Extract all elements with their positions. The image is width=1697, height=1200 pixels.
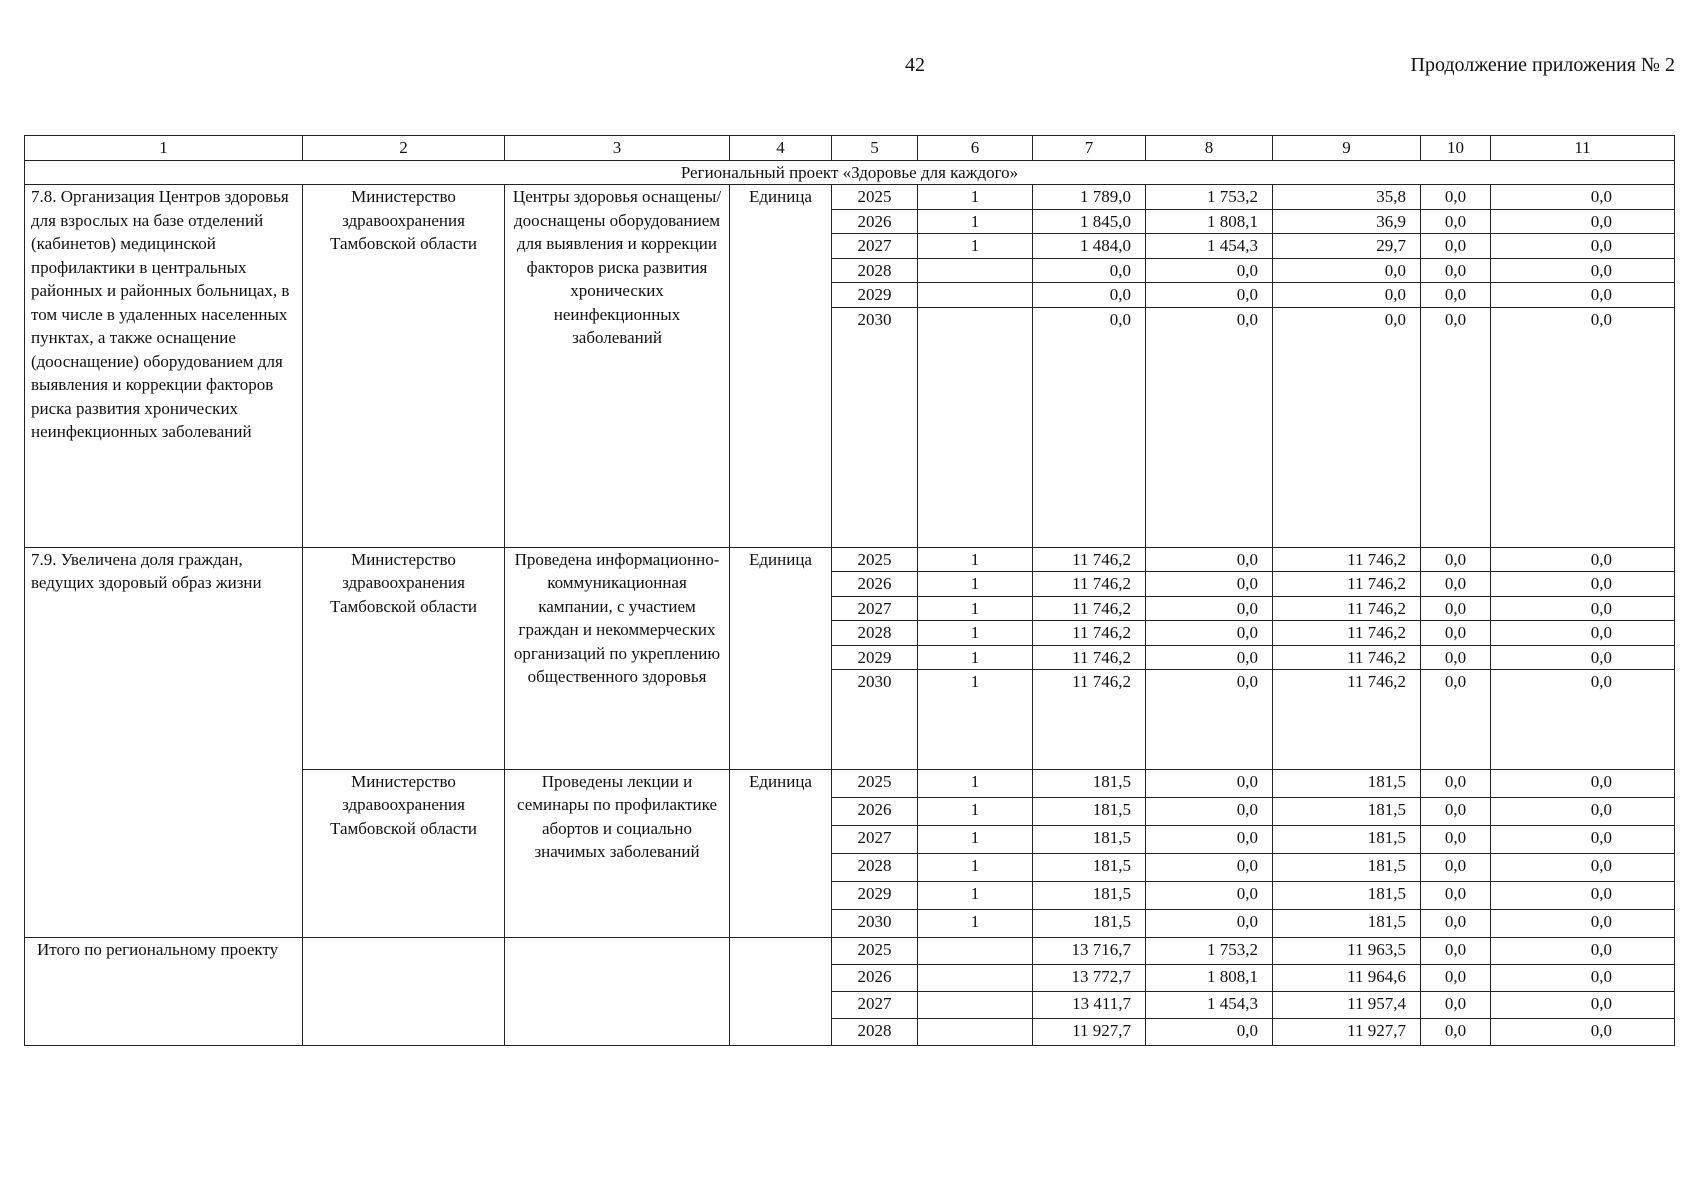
responsible-cell: Министерство здравоохранения Тамбовской области	[303, 769, 505, 937]
federal-budget-cell: 0,0	[1146, 825, 1273, 853]
other-sources-cell: 0,0	[1491, 621, 1675, 645]
federal-budget-cell: 0,0	[1146, 909, 1273, 937]
task-cell: 7.8. Организация Центров здоровья для взрослых на базе отделений (кабинетов) медицинской профилактики в центральных районных и районных больницах, в том числе в удаленных населенных пунктах, а также оснащение (дооснащение) оборудованием для выявления и коррекции факторов риска развития хронических неинфекционных заболеваний	[25, 185, 303, 547]
table-row	[25, 937, 1675, 964]
regional-budget-cell: 11 746,2	[1273, 669, 1421, 769]
year-cell: 2027	[832, 825, 918, 853]
column-header: 9	[1273, 136, 1421, 161]
column-header: 2	[303, 136, 505, 161]
unit-cell: Единица	[730, 769, 832, 937]
count-cell: 1	[918, 209, 1033, 233]
other-sources-cell: 0,0	[1491, 881, 1675, 909]
responsible-cell: Министерство здравоохранения Тамбовской области	[303, 185, 505, 547]
local-budget-cell: 0,0	[1421, 769, 1491, 797]
federal-budget-cell: 0,0	[1146, 258, 1273, 282]
column-header: 5	[832, 136, 918, 161]
local-budget-cell: 0,0	[1421, 964, 1491, 991]
federal-budget-cell: 1 454,3	[1146, 991, 1273, 1018]
other-sources-cell: 0,0	[1491, 909, 1675, 937]
other-sources-cell: 0,0	[1491, 645, 1675, 669]
count-cell	[918, 258, 1033, 282]
table-row	[25, 185, 1675, 209]
other-sources-cell: 0,0	[1491, 964, 1675, 991]
federal-budget-cell: 0,0	[1146, 769, 1273, 797]
count-cell: 1	[918, 645, 1033, 669]
federal-budget-cell: 0,0	[1146, 797, 1273, 825]
column-header: 6	[918, 136, 1033, 161]
regional-budget-cell: 0,0	[1273, 307, 1421, 547]
local-budget-cell: 0,0	[1421, 283, 1491, 307]
year-cell: 2029	[832, 645, 918, 669]
total-cell: 181,5	[1033, 797, 1146, 825]
year-cell: 2030	[832, 669, 918, 769]
regional-budget-cell: 181,5	[1273, 909, 1421, 937]
other-sources-cell: 0,0	[1491, 797, 1675, 825]
count-cell: 1	[918, 825, 1033, 853]
federal-budget-cell: 0,0	[1146, 283, 1273, 307]
federal-budget-cell: 0,0	[1146, 853, 1273, 881]
regional-budget-cell: 11 964,6	[1273, 964, 1421, 991]
local-budget-cell: 0,0	[1421, 258, 1491, 282]
total-cell: 1 789,0	[1033, 185, 1146, 209]
total-cell: 1 484,0	[1033, 234, 1146, 258]
column-header: 1	[25, 136, 303, 161]
year-cell: 2028	[832, 853, 918, 881]
total-cell: 11 746,2	[1033, 547, 1146, 571]
regional-budget-cell: 29,7	[1273, 234, 1421, 258]
regional-budget-cell: 0,0	[1273, 283, 1421, 307]
empty-cell	[730, 937, 832, 1045]
appendix-title: Продолжение приложения № 2	[1410, 54, 1675, 76]
column-header: 10	[1421, 136, 1491, 161]
year-cell: 2025	[832, 547, 918, 571]
federal-budget-cell: 1 808,1	[1146, 209, 1273, 233]
local-budget-cell: 0,0	[1421, 825, 1491, 853]
federal-budget-cell: 1 454,3	[1146, 234, 1273, 258]
count-cell	[918, 283, 1033, 307]
regional-budget-cell: 36,9	[1273, 209, 1421, 233]
local-budget-cell: 0,0	[1421, 572, 1491, 596]
year-cell: 2026	[832, 797, 918, 825]
year-cell: 2029	[832, 881, 918, 909]
other-sources-cell: 0,0	[1491, 209, 1675, 233]
count-cell	[918, 937, 1033, 964]
count-cell: 1	[918, 185, 1033, 209]
federal-budget-cell: 0,0	[1146, 596, 1273, 620]
local-budget-cell: 0,0	[1421, 307, 1491, 547]
total-cell: 1 845,0	[1033, 209, 1146, 233]
project-title-row	[25, 161, 1675, 185]
other-sources-cell: 0,0	[1491, 547, 1675, 571]
count-cell: 1	[918, 669, 1033, 769]
totals-label: Итого по региональному проекту	[25, 937, 303, 1045]
total-cell: 181,5	[1033, 881, 1146, 909]
year-cell: 2025	[832, 937, 918, 964]
local-budget-cell: 0,0	[1421, 669, 1491, 769]
count-cell	[918, 307, 1033, 547]
local-budget-cell: 0,0	[1421, 881, 1491, 909]
other-sources-cell: 0,0	[1491, 825, 1675, 853]
other-sources-cell: 0,0	[1491, 991, 1675, 1018]
federal-budget-cell: 0,0	[1146, 669, 1273, 769]
column-header: 7	[1033, 136, 1146, 161]
federal-budget-cell: 1 808,1	[1146, 964, 1273, 991]
total-cell: 11 746,2	[1033, 621, 1146, 645]
count-cell: 1	[918, 797, 1033, 825]
year-cell: 2026	[832, 209, 918, 233]
count-cell: 1	[918, 909, 1033, 937]
regional-budget-cell: 0,0	[1273, 258, 1421, 282]
empty-cell	[303, 937, 505, 1045]
local-budget-cell: 0,0	[1421, 185, 1491, 209]
local-budget-cell: 0,0	[1421, 645, 1491, 669]
regional-budget-cell: 11 746,2	[1273, 621, 1421, 645]
task-cell: 7.9. Увеличена доля граждан, ведущих здоровый образ жизни	[25, 547, 303, 937]
count-cell	[918, 1018, 1033, 1045]
federal-budget-cell: 0,0	[1146, 621, 1273, 645]
total-cell: 181,5	[1033, 825, 1146, 853]
local-budget-cell: 0,0	[1421, 1018, 1491, 1045]
result-cell: Проведена информационно-коммуникационная кампании, с участием граждан и некоммерческих организаций по укреплению общественного здоровья	[505, 547, 730, 769]
count-cell: 1	[918, 547, 1033, 571]
local-budget-cell: 0,0	[1421, 853, 1491, 881]
budget-table	[24, 135, 1675, 1046]
page-number: 42	[905, 54, 925, 76]
total-cell: 0,0	[1033, 258, 1146, 282]
year-cell: 2027	[832, 596, 918, 620]
count-cell	[918, 964, 1033, 991]
year-cell: 2028	[832, 1018, 918, 1045]
total-cell: 11 746,2	[1033, 596, 1146, 620]
regional-budget-cell: 181,5	[1273, 881, 1421, 909]
other-sources-cell: 0,0	[1491, 937, 1675, 964]
count-cell	[918, 991, 1033, 1018]
federal-budget-cell: 0,0	[1146, 645, 1273, 669]
year-cell: 2025	[832, 185, 918, 209]
federal-budget-cell: 0,0	[1146, 572, 1273, 596]
year-cell: 2030	[832, 909, 918, 937]
local-budget-cell: 0,0	[1421, 596, 1491, 620]
local-budget-cell: 0,0	[1421, 797, 1491, 825]
year-cell: 2027	[832, 991, 918, 1018]
total-cell: 11 746,2	[1033, 669, 1146, 769]
count-cell: 1	[918, 853, 1033, 881]
other-sources-cell: 0,0	[1491, 769, 1675, 797]
regional-budget-cell: 35,8	[1273, 185, 1421, 209]
other-sources-cell: 0,0	[1491, 853, 1675, 881]
count-cell: 1	[918, 621, 1033, 645]
other-sources-cell: 0,0	[1491, 572, 1675, 596]
total-cell: 13 716,7	[1033, 937, 1146, 964]
other-sources-cell: 0,0	[1491, 307, 1675, 547]
regional-budget-cell: 11 957,4	[1273, 991, 1421, 1018]
table-row	[25, 547, 1675, 571]
count-cell: 1	[918, 596, 1033, 620]
total-cell: 11 746,2	[1033, 572, 1146, 596]
other-sources-cell: 0,0	[1491, 185, 1675, 209]
other-sources-cell: 0,0	[1491, 669, 1675, 769]
total-cell: 181,5	[1033, 769, 1146, 797]
federal-budget-cell: 0,0	[1146, 307, 1273, 547]
column-number-row	[25, 136, 1675, 161]
year-cell: 2026	[832, 572, 918, 596]
regional-budget-cell: 181,5	[1273, 797, 1421, 825]
empty-cell	[505, 937, 730, 1045]
regional-budget-cell: 11 963,5	[1273, 937, 1421, 964]
count-cell: 1	[918, 234, 1033, 258]
result-cell: Проведены лекции и семинары по профилактике абортов и социально значимых заболеваний	[505, 769, 730, 937]
local-budget-cell: 0,0	[1421, 909, 1491, 937]
regional-budget-cell: 11 746,2	[1273, 547, 1421, 571]
total-cell: 181,5	[1033, 853, 1146, 881]
federal-budget-cell: 0,0	[1146, 1018, 1273, 1045]
regional-budget-cell: 11 927,7	[1273, 1018, 1421, 1045]
responsible-cell: Министерство здравоохранения Тамбовской области	[303, 547, 505, 769]
total-cell: 11 746,2	[1033, 645, 1146, 669]
count-cell: 1	[918, 769, 1033, 797]
total-cell: 13 411,7	[1033, 991, 1146, 1018]
regional-budget-cell: 181,5	[1273, 769, 1421, 797]
column-header: 8	[1146, 136, 1273, 161]
federal-budget-cell: 1 753,2	[1146, 937, 1273, 964]
other-sources-cell: 0,0	[1491, 1018, 1675, 1045]
column-header: 11	[1491, 136, 1675, 161]
total-cell: 0,0	[1033, 283, 1146, 307]
total-cell: 13 772,7	[1033, 964, 1146, 991]
regional-budget-cell: 11 746,2	[1273, 572, 1421, 596]
regional-budget-cell: 11 746,2	[1273, 645, 1421, 669]
regional-budget-cell: 181,5	[1273, 853, 1421, 881]
unit-cell: Единица	[730, 547, 832, 769]
year-cell: 2025	[832, 769, 918, 797]
regional-budget-cell: 11 746,2	[1273, 596, 1421, 620]
project-title: Региональный проект «Здоровье для каждого»	[25, 161, 1675, 185]
total-cell: 11 927,7	[1033, 1018, 1146, 1045]
federal-budget-cell: 1 753,2	[1146, 185, 1273, 209]
year-cell: 2030	[832, 307, 918, 547]
other-sources-cell: 0,0	[1491, 258, 1675, 282]
year-cell: 2027	[832, 234, 918, 258]
federal-budget-cell: 0,0	[1146, 547, 1273, 571]
local-budget-cell: 0,0	[1421, 937, 1491, 964]
local-budget-cell: 0,0	[1421, 547, 1491, 571]
local-budget-cell: 0,0	[1421, 209, 1491, 233]
year-cell: 2026	[832, 964, 918, 991]
unit-cell: Единица	[730, 185, 832, 547]
other-sources-cell: 0,0	[1491, 596, 1675, 620]
count-cell: 1	[918, 572, 1033, 596]
other-sources-cell: 0,0	[1491, 234, 1675, 258]
year-cell: 2028	[832, 258, 918, 282]
local-budget-cell: 0,0	[1421, 621, 1491, 645]
column-header: 3	[505, 136, 730, 161]
regional-budget-cell: 181,5	[1273, 825, 1421, 853]
other-sources-cell: 0,0	[1491, 283, 1675, 307]
column-header: 4	[730, 136, 832, 161]
federal-budget-cell: 0,0	[1146, 881, 1273, 909]
local-budget-cell: 0,0	[1421, 234, 1491, 258]
count-cell: 1	[918, 881, 1033, 909]
result-cell: Центры здоровья оснащены/ дооснащены оборудованием для выявления и коррекции факторов риска развития хронических неинфекционных заболеваний	[505, 185, 730, 547]
year-cell: 2028	[832, 621, 918, 645]
year-cell: 2029	[832, 283, 918, 307]
total-cell: 181,5	[1033, 909, 1146, 937]
total-cell: 0,0	[1033, 307, 1146, 547]
local-budget-cell: 0,0	[1421, 991, 1491, 1018]
